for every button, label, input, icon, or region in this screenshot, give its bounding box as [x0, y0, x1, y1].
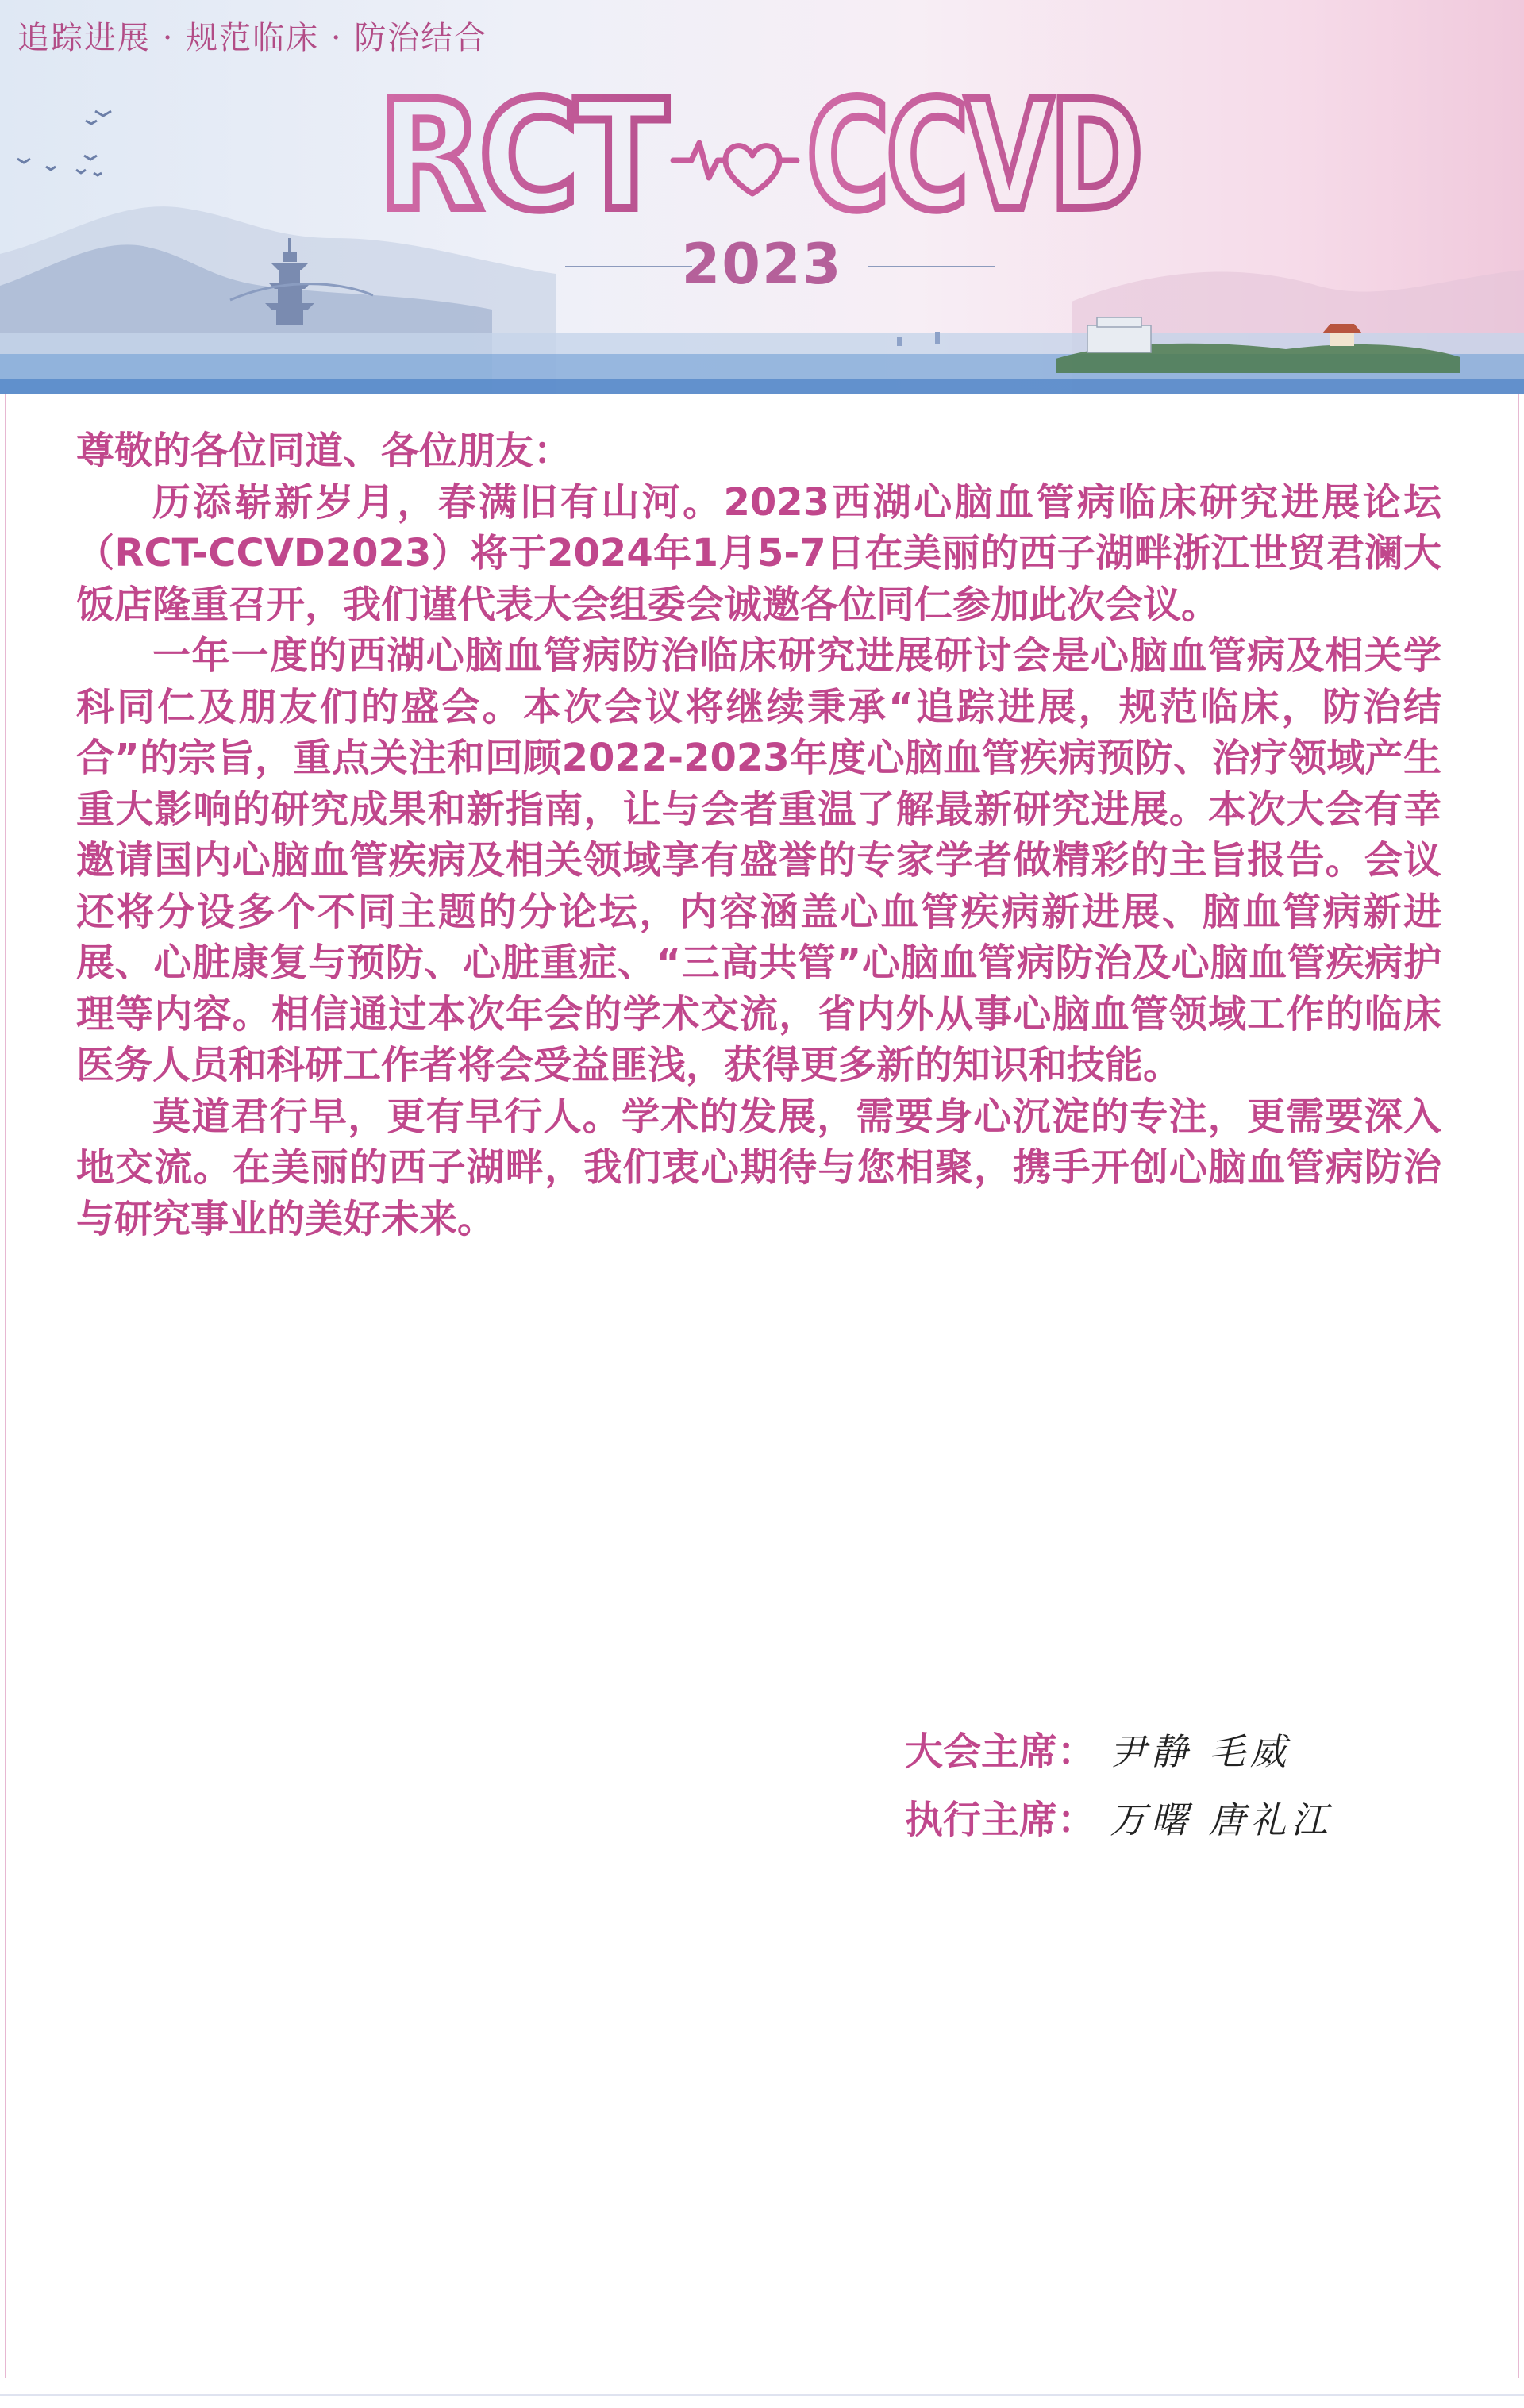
exec-chair-signature [905, 1789, 1333, 1844]
exec-chair-label: 执行主席： [905, 1798, 1096, 1842]
letter-paragraph-2: 一年一度的西湖心脑血管病防治临床研究进展研讨会是心脑血管病及相关学科同仁及朋友们的盛会。本次会议将继续秉承“追踪进展，规范临床，防治结合”的宗旨，重点关注和回顾2022-2023年度心脑血管疾病预防、治疗领域产生重大影响的研究成果和新指南，让与会者重温了解最新研究进展。本次大会有幸邀请国内心脑血管疾病及相关领域享有盛誉的专家学者做精彩的主旨报告。会议还将分设多个不同主题的分论坛，内容涵盖心血管疾病新进展、脑血管病新进展、心脏康复与预防、心脏重症、“三高共管”心脑血管病防治及心脑血管疾病护理等内容。相信通过本次年会的学术交流，省内外从事心脑血管领域工作的临床医务人员和科研工作者将会受益匪浅，获得更多新的知识和技能。 [76, 633, 1441, 1087]
birds-icon [17, 111, 111, 175]
letter-paragraph-3: 莫道君行早，更有早行人。学术的发展，需要身心沉淀的专注，更需要深入地交流。在美丽的西子湖畔，我们衷心期待与您相聚，携手开创心脑血管病防治与研究事业的美好未来。 [76, 1094, 1441, 1241]
bottom-border [0, 2394, 1524, 2396]
heartbeat-icon [673, 143, 797, 194]
letter-greeting: 尊敬的各位同道、各位朋友： [76, 429, 572, 473]
exec-chair-names: 万曙 唐礼江 [1110, 1798, 1333, 1841]
chair-signature [905, 1721, 1291, 1775]
left-border [5, 394, 6, 2378]
letter-paragraph-1: 历添崭新岁月，春满旧有山河。2023西湖心脑血管病临床研究进展论坛（RCT-CCVD2023）将于2024年1月5-7日在美丽的西子湖畔浙江世贸君澜大饭店隆重召开，我们谨代表大会组委会诚邀各位同仁参加此次会议。 [76, 479, 1441, 627]
logo-left-text: RCT [378, 68, 668, 244]
chair-names: 尹静 毛威 [1110, 1730, 1291, 1773]
chair-label: 大会主席： [905, 1729, 1096, 1774]
header-banner [0, 0, 1524, 394]
slogan-text: 追踪进展 · 规范临床 · 防治结合 [17, 20, 488, 56]
building-icon [1087, 317, 1151, 352]
logo-right-text: CCVD [806, 68, 1140, 244]
year-text: 2023 [681, 232, 843, 297]
conference-logo [378, 68, 1148, 244]
letter-area [0, 394, 1524, 2408]
right-border [1518, 394, 1519, 2378]
letter-body [76, 425, 1441, 1244]
